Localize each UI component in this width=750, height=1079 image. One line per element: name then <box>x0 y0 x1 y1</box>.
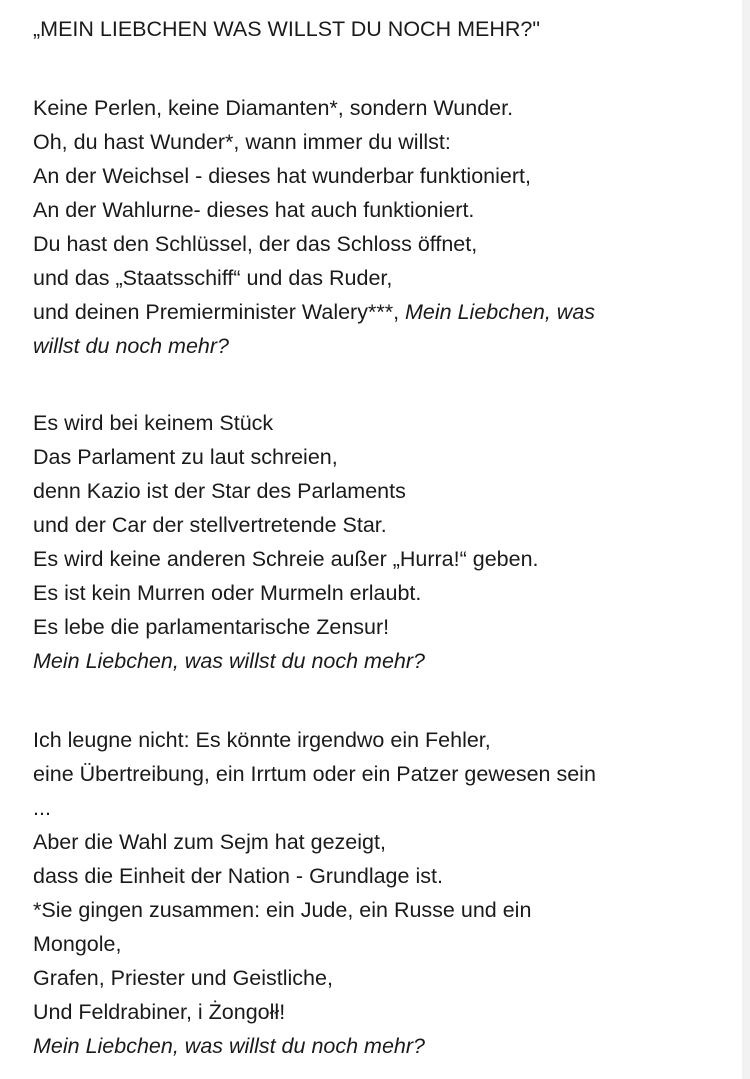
stanza-3-line-8: Grafen, Priester und Geistliche, <box>33 966 333 990</box>
stanza-3-refrain: Mein Liebchen, was willst du noch mehr? <box>33 1034 425 1058</box>
stanza-2-line-1: Es wird bei keinem Stück <box>33 411 274 435</box>
stanza-2-line-6: Es ist kein Murren oder Murmeln erlaubt. <box>33 581 422 605</box>
stanza-1-line-5: Du hast den Schlüssel, der das Schloss öffnet, <box>33 232 478 256</box>
stanza-2-line-7: Es lebe die parlamentarische Zensur! <box>33 615 390 639</box>
stanza-2-line-4: und der Car der stellvertretende Star. <box>33 513 387 537</box>
stanza-1-line-3: An der Weichsel - dieses hat wunderbar funktioniert, <box>33 164 531 188</box>
scrollbar-track[interactable] <box>742 0 750 1079</box>
stanza-1-line-2: Oh, du hast Wunder*, wann immer du willst: <box>33 130 451 154</box>
stanza-3-line-9: Und Feldrabiner, i Żongołł! <box>33 1000 286 1024</box>
stanza-2-line-2: Das Parlament zu laut schreien, <box>33 445 338 469</box>
stanza-2 <box>33 406 723 678</box>
stanza-2-line-5: Es wird keine anderen Schreie außer „Hurra!“ geben. <box>33 547 539 571</box>
stanza-3-line-3: ... <box>33 796 51 820</box>
stanza-1-line-6: und das „Staatsschiff“ und das Ruder, <box>33 266 393 290</box>
stanza-3-line-6: *Sie gingen zusammen: ein Jude, ein Russe und ein <box>33 898 532 922</box>
stanza-1-line-4: An der Wahlurne- dieses hat auch funktioniert. <box>33 198 475 222</box>
stanza-1-line-7-text: und deinen Premierminister Walery***, <box>33 300 400 324</box>
stanza-3-line-2: eine Übertreibung, ein Irrtum oder ein Patzer gewesen sein <box>33 762 596 786</box>
stanza-2-line-3: denn Kazio ist der Star des Parlaments <box>33 479 406 503</box>
stanza-3-line-5: dass die Einheit der Nation - Grundlage ist. <box>33 864 443 888</box>
poem-title: „MEIN LIEBCHEN WAS WILLST DU NOCH MEHR?" <box>33 17 540 41</box>
stanza-1-line-7 <box>33 295 723 329</box>
stanza-3-line-7: Mongole, <box>33 932 122 956</box>
stanza-3-line-4: Aber die Wahl zum Sejm hat gezeigt, <box>33 830 386 854</box>
stanza-1 <box>33 91 723 363</box>
stanza-3 <box>33 723 723 1063</box>
stanza-2-refrain: Mein Liebchen, was willst du noch mehr? <box>33 649 425 673</box>
stanza-3-line-1: Ich leugne nicht: Es könnte irgendwo ein Fehler, <box>33 728 491 752</box>
stanza-1-refrain-start: Mein Liebchen, was <box>399 300 596 324</box>
stanza-1-line-1: Keine Perlen, keine Diamanten*, sondern Wunder. <box>33 96 514 120</box>
stanza-1-refrain-end: willst du noch mehr? <box>33 334 229 358</box>
